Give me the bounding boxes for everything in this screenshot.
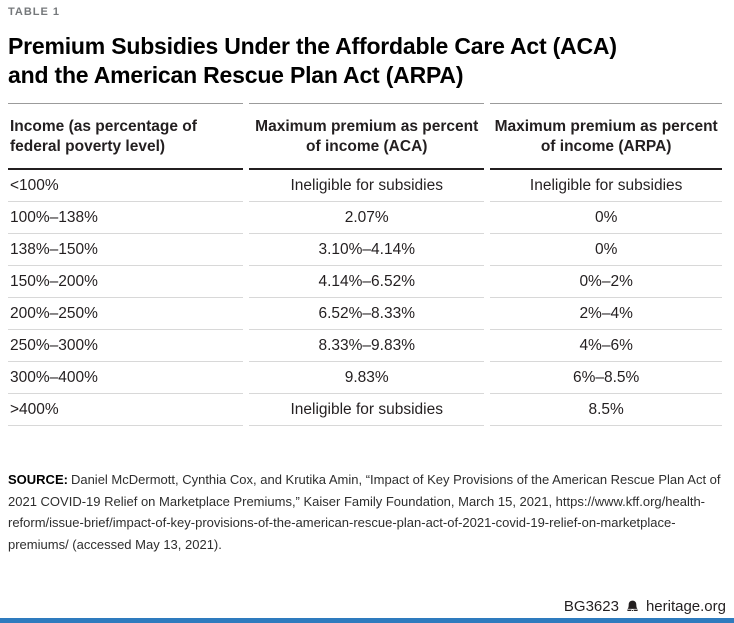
table-cell: 2%–4%: [490, 298, 722, 330]
table-cell: 100%–138%: [8, 202, 243, 234]
table-cell: 0%: [490, 202, 722, 234]
table-row: [8, 362, 722, 394]
table-header: [8, 103, 722, 170]
table-header-row: [8, 103, 722, 170]
site-domain: heritage.org: [645, 598, 726, 615]
table-cell: >400%: [8, 394, 243, 426]
page-title: [8, 32, 726, 90]
table-row: [8, 394, 722, 426]
table-cell: <100%: [8, 170, 243, 202]
table-cell: 2.07%: [249, 202, 484, 234]
source-note: [8, 469, 726, 555]
table-cell: Ineligible for subsidies: [490, 170, 722, 202]
table-cell: Ineligible for subsidies: [249, 394, 484, 426]
table-cell: 200%–250%: [8, 298, 243, 330]
source-text: Daniel McDermott, Cynthia Cox, and Krutika Amin, “Impact of Key Provisions of the American Rescue Plan Act of 2021 COVID-19 Relief on Marketplace Premiums,” Kaiser Family Foundation, March 15, 2021, https://www.kff.org/health-reform/issue-brief/impact-of-key-provisions-of-the-american-rescue-plan-act-of-2021-covid-19-relief-on-marketplace-premiums/ (accessed May 13, 2021).: [8, 472, 721, 552]
table-cell: 4.14%–6.52%: [249, 266, 484, 298]
column-header-aca: Maximum premium as percent of income (ACA): [249, 103, 484, 170]
table-cell: 3.10%–4.14%: [249, 234, 484, 266]
table-cell: 0%: [490, 234, 722, 266]
table-row: [8, 202, 722, 234]
table-number-label: TABLE 1: [8, 6, 61, 18]
table-cell: 4%–6%: [490, 330, 722, 362]
table-body: [8, 170, 722, 426]
table-cell: 8.33%–9.83%: [249, 330, 484, 362]
table-row: [8, 170, 722, 202]
table-row: [8, 234, 722, 266]
source-label: SOURCE:: [8, 472, 68, 487]
table-row: [8, 330, 722, 362]
table-cell: 150%–200%: [8, 266, 243, 298]
table-cell: Ineligible for subsidies: [249, 170, 484, 202]
column-header-arpa: Maximum premium as percent of income (ARPA): [490, 103, 722, 170]
table-cell: 8.5%: [490, 394, 722, 426]
table-cell: 6.52%–8.33%: [249, 298, 484, 330]
title-line-1: Premium Subsidies Under the Affordable Care Act (ACA): [8, 33, 617, 59]
liberty-bell-icon: [625, 599, 640, 614]
table-row: [8, 266, 722, 298]
table-cell: 6%–8.5%: [490, 362, 722, 394]
table-cell: 300%–400%: [8, 362, 243, 394]
table-cell: 0%–2%: [490, 266, 722, 298]
footer-accent-bar: [0, 618, 734, 623]
title-line-2: and the American Rescue Plan Act (ARPA): [8, 62, 464, 88]
table-cell: 250%–300%: [8, 330, 243, 362]
table-cell: 138%–150%: [8, 234, 243, 266]
document-id: BG3623: [563, 598, 619, 615]
subsidies-table: [2, 103, 728, 426]
table-row: [8, 298, 722, 330]
table-cell: 9.83%: [249, 362, 484, 394]
footer-credit: [564, 598, 726, 615]
column-header-income: Income (as percentage of federal poverty level): [8, 103, 243, 170]
